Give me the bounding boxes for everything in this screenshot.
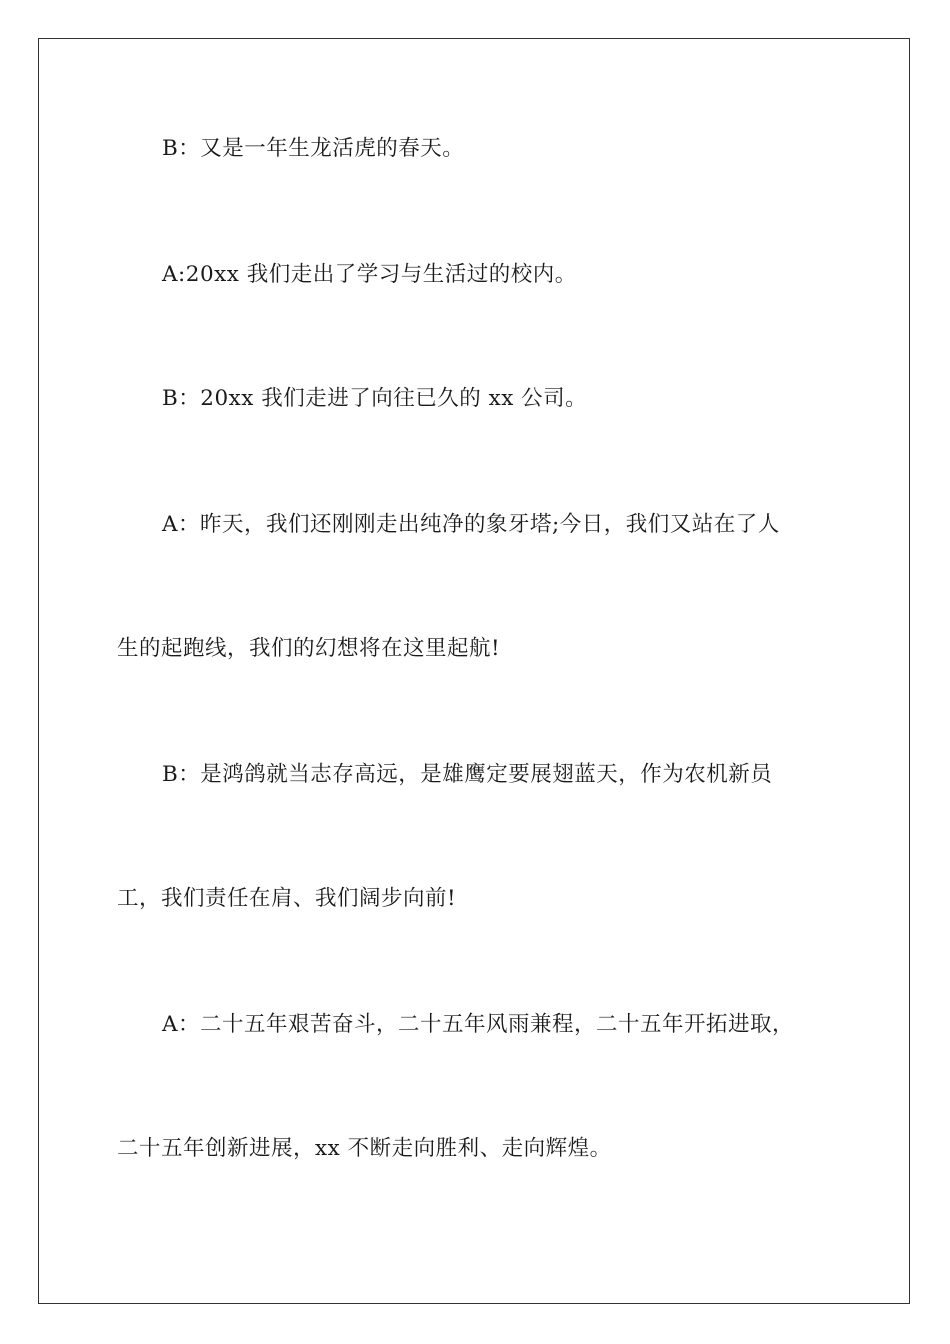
- dialogue-line-b-1: B：又是一年生龙活虎的春天。: [162, 136, 465, 161]
- dialogue-line-a-1: A:20xx 我们走出了学习与生活过的校内。: [162, 262, 577, 287]
- dialogue-line-a-3: A：二十五年艰苦奋斗，二十五年风雨兼程，二十五年开拓进取，: [162, 1012, 795, 1037]
- dialogue-line-a-2-cont: 生的起跑线，我们的幻想将在这里起航!: [117, 636, 501, 661]
- dialogue-line-b-2: B：20xx 我们走进了向往已久的 xx 公司。: [162, 386, 588, 411]
- dialogue-line-a-2: A：昨天，我们还刚刚走出纯净的象牙塔;今日，我们又站在了人: [162, 512, 780, 537]
- dialogue-line-a-3-cont: 二十五年创新进展，xx 不断走向胜利、走向辉煌。: [117, 1136, 612, 1161]
- page-frame: [38, 38, 910, 1304]
- dialogue-line-b-3-cont: 工，我们责任在肩、我们阔步向前!: [117, 886, 457, 911]
- dialogue-line-b-3: B：是鸿鸽就当志存高远，是雄鹰定要展翅蓝天，作为农机新员: [162, 762, 773, 787]
